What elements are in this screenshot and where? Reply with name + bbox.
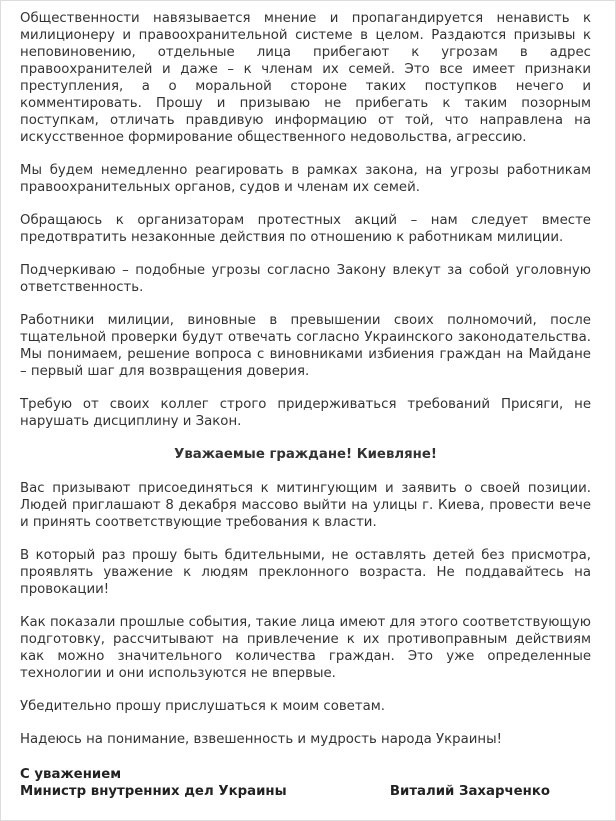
paragraph: Обращаюсь к организаторам протестных акций – нам следует вместе предотвратить незаконные действия по отношению к работникам милиции. xyxy=(20,213,591,245)
signature-row xyxy=(20,783,560,800)
signature-block xyxy=(20,766,560,800)
signature-position: Министр внутренних дел Украины xyxy=(20,784,287,799)
section-heading: Уважаемые граждане! Киевляне! xyxy=(174,447,437,462)
paragraph: Вас призывают присоединяться к митингующим и заявить о своей позиции. Людей приглашают 8 декабря массово выйти на улицы г. Киева, провести вече и принять соответствующие требования к власти. xyxy=(20,481,591,530)
paragraph: Убедительно прошу прислушаться к моим советам. xyxy=(20,699,385,714)
paragraph: В который раз прошу быть бдительными, не оставлять детей без присмотра, проявлять уважение к людям преклонного возраста. Не поддавайтесь на провокации! xyxy=(20,548,591,597)
signature-name: Виталий Захарченко xyxy=(389,784,550,799)
paragraph: Требую от своих коллег строго придерживаться требований Присяги, не нарушать дисциплину и Закон. xyxy=(20,397,591,429)
paragraph: Общественности навязывается мнение и пропагандируется ненависть к милиционеру и правоохранительной системе в целом. Раздаются призывы к неповиновению, отдельные лица прибегают к угрозам в адрес правоохранителей и даже – к членам их семей. Это все имеет признаки преступления, а о моральной стороне таких поступков нечего и комментировать. Прошу и призываю не прибегать к таким позорным поступкам, отличать правдивую информацию от той, что направлена на искусственное формирование общественного недовольства, агрессию. xyxy=(20,11,591,145)
paragraph: Подчеркиваю – подобные угрозы согласно Закону влекут за собой уголовную ответственность. xyxy=(20,263,591,295)
paragraph: Мы будем немедленно реагировать в рамках закона, на угрозы работникам правоохранительных органов, судов и членам их семей. xyxy=(20,163,591,195)
statement-body xyxy=(20,10,591,764)
paragraph: Работники милиции, виновные в превышении своих полномочий, после тщательной проверки будут отвечать согласно Украинского законодательства. Мы понимаем, решение вопроса с виновниками избиения граждан на Майдане – первый шаг для возвращения доверия. xyxy=(20,313,591,379)
signature-closing: С уважением xyxy=(20,767,122,782)
paragraph: Надеюсь на понимание, взвешенность и мудрость народа Украины! xyxy=(20,732,502,747)
paragraph: Как показали прошлые события, такие лица имеют для этого соответствующую подготовку, рассчитывают на привлечение к их противоправным действиям как можно значительного количества граждан. Это уже определенные технологии и они используются не впервые. xyxy=(20,615,591,681)
